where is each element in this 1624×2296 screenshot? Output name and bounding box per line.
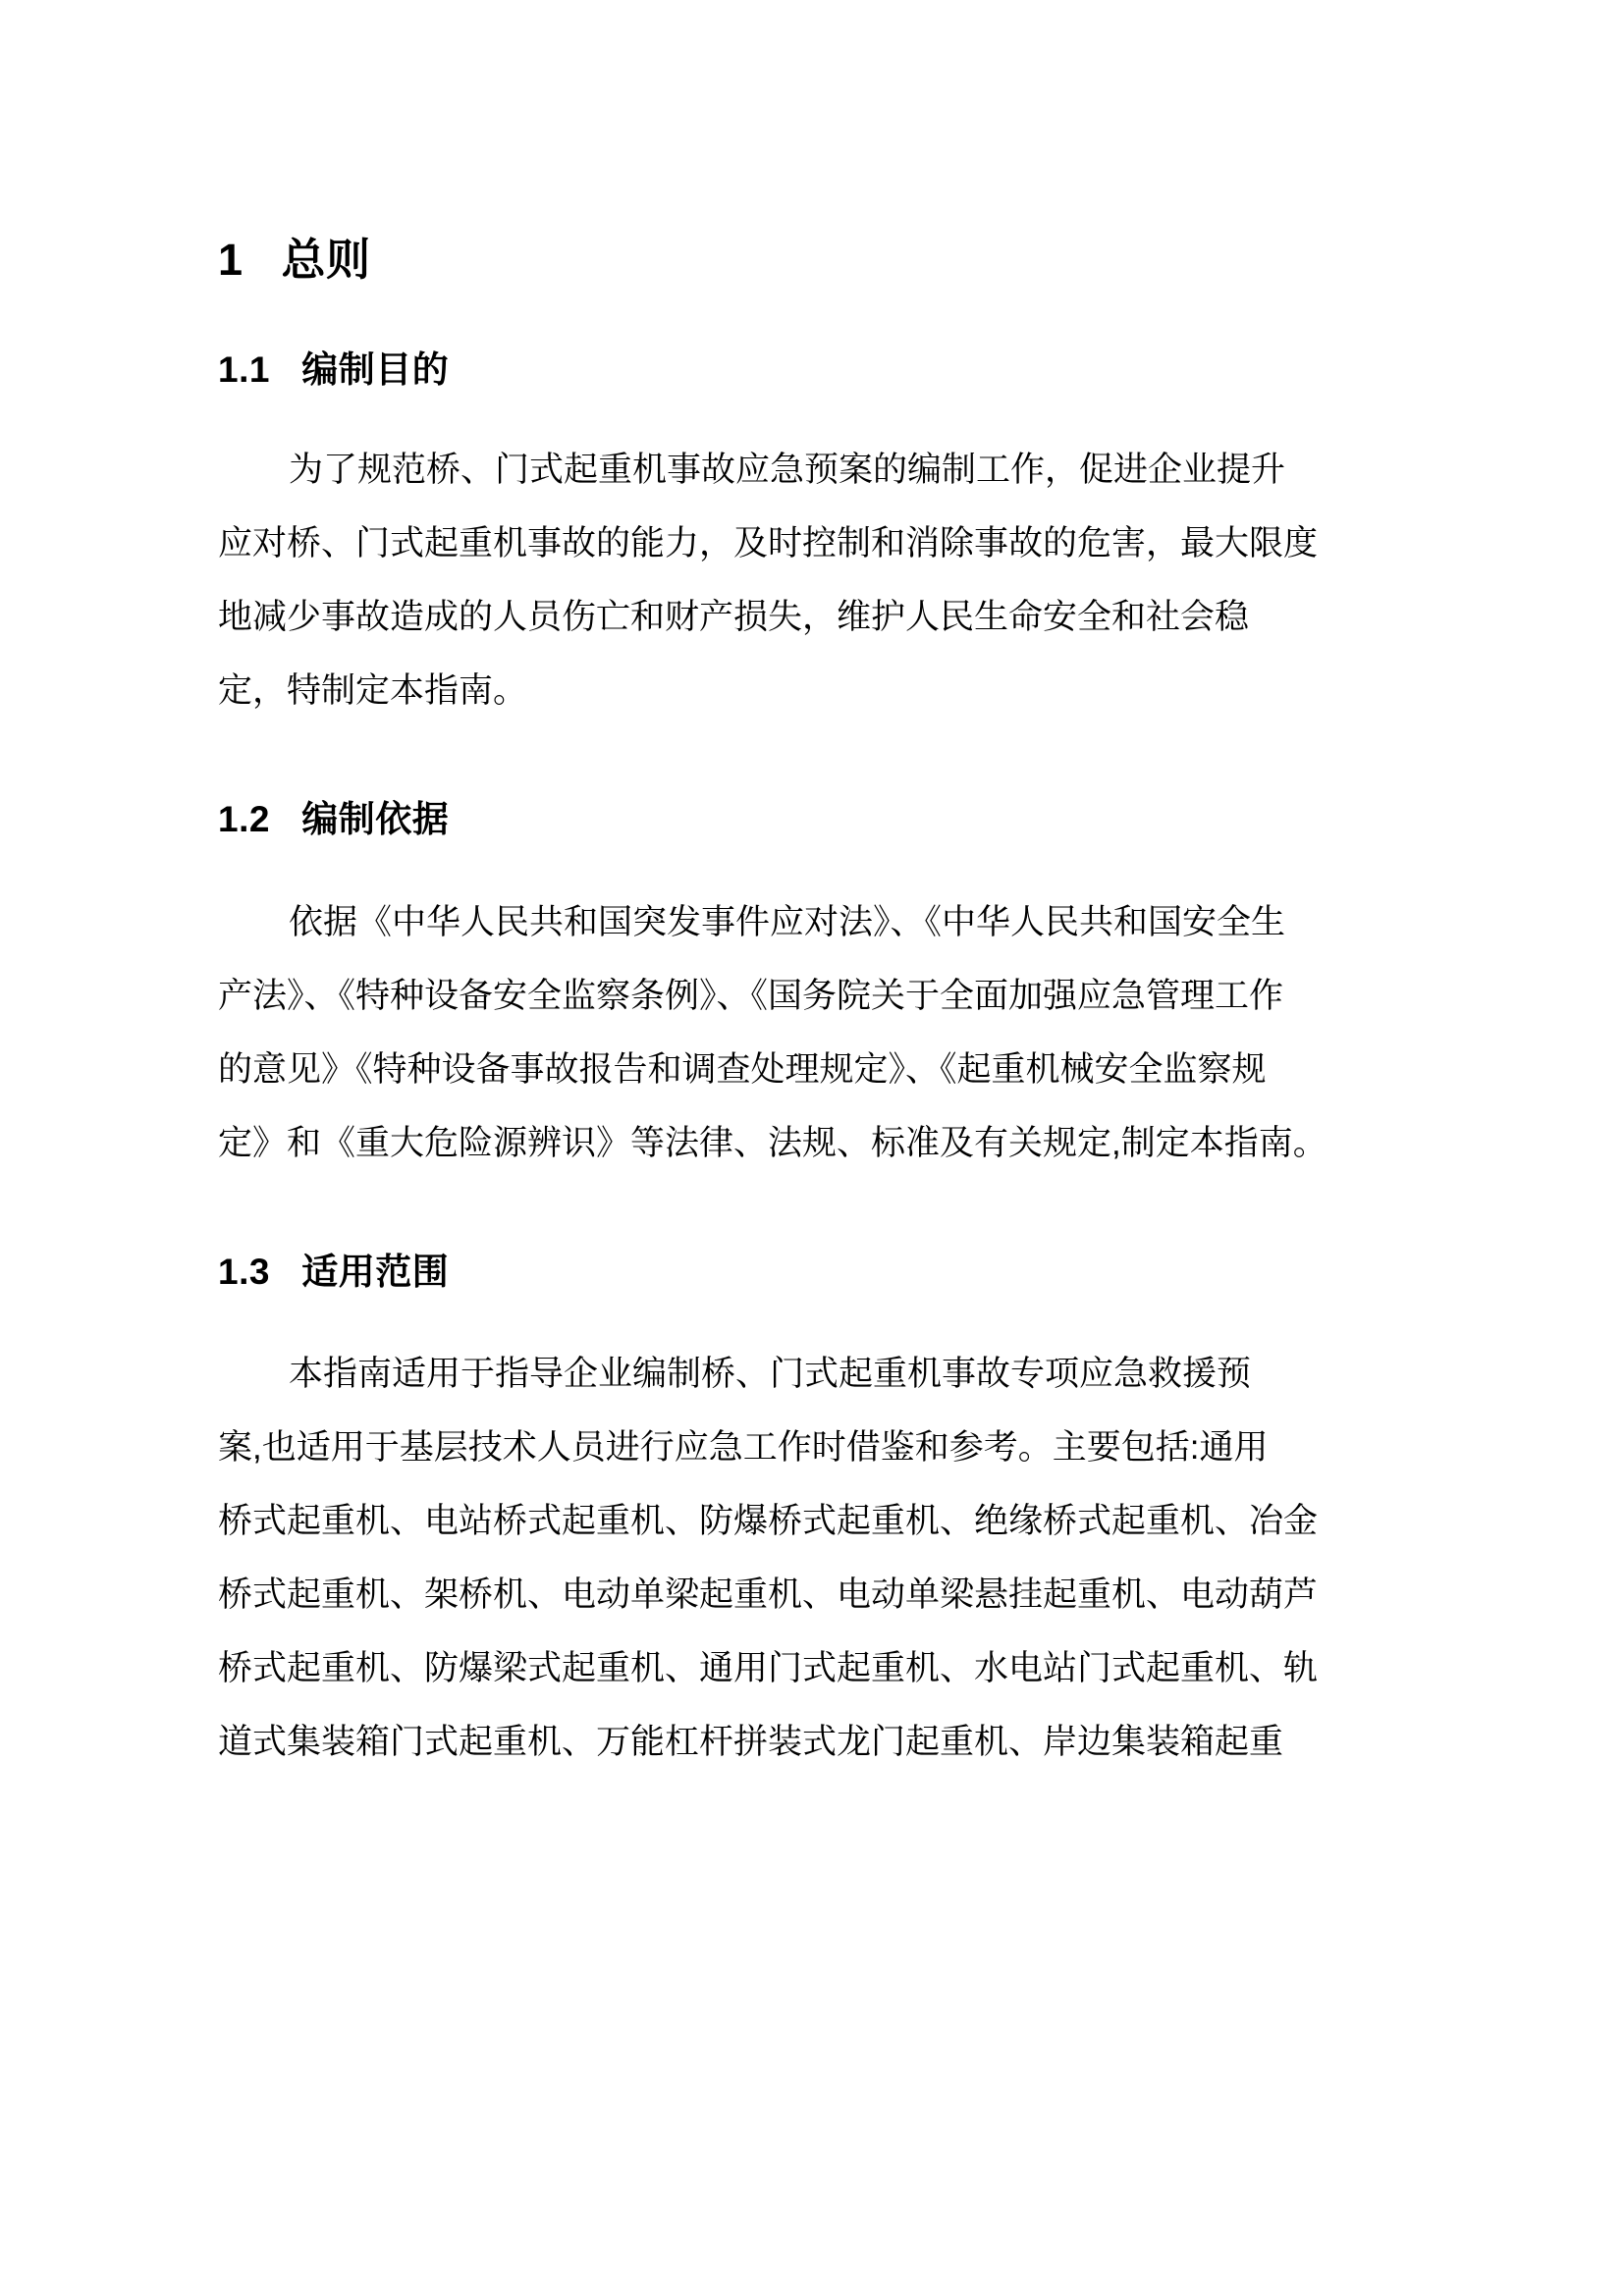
paragraph-1-3-line-5: 桥式起重机、防爆梁式起重机、通用门式起重机、水电站门式起重机、轨 (218, 1649, 1319, 1688)
paragraph-1-2-line-4: 定》和《重大危险源辨识》等法律、法规、标准及有关规定,制定本指南。 (218, 1123, 1327, 1162)
paragraph-1-3-line-1-text: 本指南适用于指导企业编制桥、门式起重机事故专项应急救援预 (289, 1355, 1252, 1394)
heading-1-2-编制依据: 1.2 编制依据 (218, 799, 450, 840)
paragraph-1-3-line-3: 桥式起重机、电站桥式起重机、防爆桥式起重机、绝缘桥式起重机、冶金 (218, 1502, 1319, 1541)
paragraph-1-1-line-3: 地减少事故造成的人员伤亡和财产损失，维护人民生命安全和社会稳 (218, 598, 1250, 637)
heading-section-1-2-wrapper (218, 798, 1406, 841)
heading-1-3-适用范围: 1.3 适用范围 (218, 1251, 450, 1292)
heading-section-1-1-wrapper (218, 348, 1406, 392)
paragraph-1-3 (218, 1337, 1406, 1779)
paragraph-1-2 (218, 885, 1406, 1180)
paragraph-1-1-line-2: 应对桥、门式起重机事故的能力，及时控制和消除事故的危害，最大限度 (218, 524, 1319, 563)
paragraph-1-1-line-1 (218, 433, 1406, 507)
document-content (218, 147, 1406, 1779)
heading-1-总则: 1 总则 (218, 235, 371, 285)
paragraph-1-1-line-4: 定，特制定本指南。 (218, 671, 528, 711)
heading-section-1-wrapper (218, 234, 1406, 287)
paragraph-1-3-line-4: 桥式起重机、架桥机、电动单梁起重机、电动单梁悬挂起重机、电动葫芦 (218, 1575, 1319, 1615)
paragraph-1-2-line-1 (218, 885, 1406, 959)
paragraph-1-2-line-1-text: 依据《中华人民共和国突发事件应对法》、《中华人民共和国安全生 (289, 902, 1286, 941)
paragraph-1-3-line-2: 案,也适用于基层技术人员进行应急工作时借鉴和参考。主要包括:通用 (218, 1428, 1269, 1468)
heading-1-1-编制目的: 1.1 编制目的 (218, 349, 450, 390)
heading-section-1-3-wrapper (218, 1251, 1406, 1294)
paragraph-1-1-line-1-text: 为了规范桥、门式起重机事故应急预案的编制工作，促进企业提升 (289, 451, 1286, 490)
paragraph-1-2-line-2: 产法》、《特种设备安全监察条例》、《国务院关于全面加强应急管理工作 (218, 976, 1284, 1015)
paragraph-1-3-line-1 (218, 1337, 1406, 1411)
paragraph-1-3-line-6: 道式集装箱门式起重机、万能杠杆拼装式龙门起重机、岸边集装箱起重 (218, 1723, 1284, 1762)
paragraph-1-1 (218, 433, 1406, 727)
paragraph-1-2-line-3: 的意见》《特种设备事故报告和调查处理规定》、《起重机械安全监察规 (218, 1049, 1267, 1089)
